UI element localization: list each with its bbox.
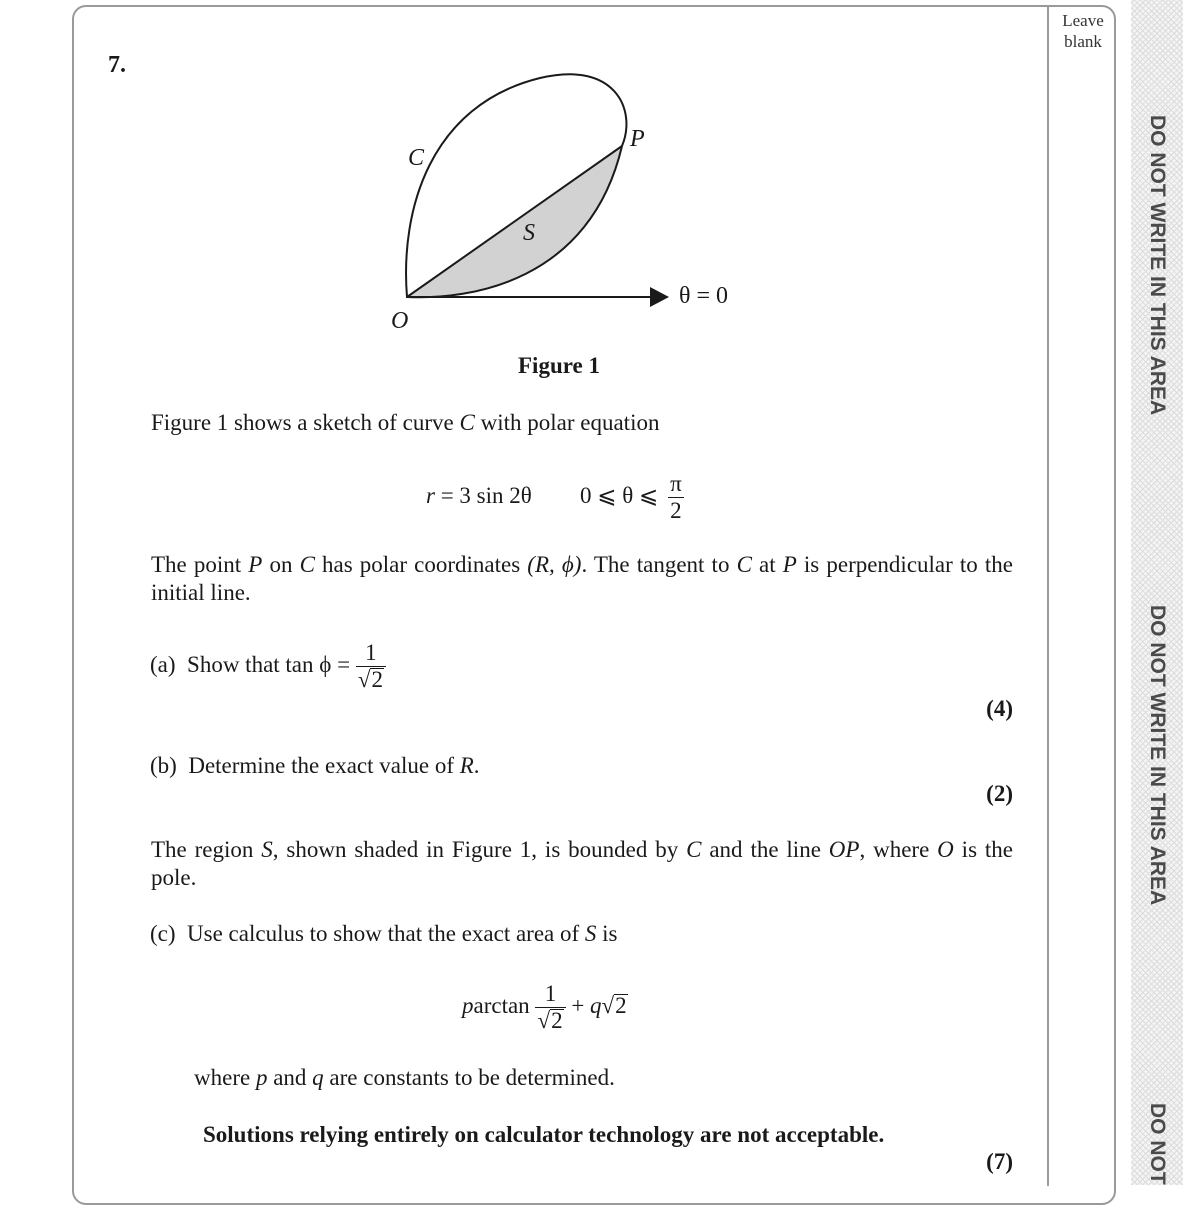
region-s-paragraph: The region S, shown shaded in Figure 1, is bounded by C and the line OP, where O is the pole. (151, 837, 1013, 890)
part-b-marks: (2) (986, 781, 1013, 806)
do-not-write-label-2: DO NOT WRITE IN THIS AREA (1146, 605, 1169, 906)
initial-line-label: θ = 0 (679, 283, 729, 309)
leave-text: Leave (1062, 11, 1104, 30)
blank-text: blank (1064, 32, 1102, 51)
part-b: (b) Determine the exact value of R. (150, 753, 480, 778)
figure-caption: Figure 1 (518, 353, 600, 378)
area-expression: parctan $\frac{1}{√2}$ + q√2 (462, 981, 627, 1034)
label-o: O (391, 308, 409, 334)
where-constants: where p and q are constants to be determined. (194, 1065, 615, 1090)
label-c: C (408, 145, 425, 171)
area-fraction: $\frac{1}{√2}$ (535, 981, 565, 1034)
pi-over-two: $\frac{\pi}{2}$ (670, 471, 682, 524)
part-c: (c) Use calculus to show that the exact area of S is (150, 921, 618, 946)
do-not-write-label-1: DO NOT WRITE IN THIS AREA (1146, 115, 1169, 416)
part-a-marks: (4) (986, 696, 1013, 721)
do-not-write-label-3: DO NOT (1146, 1103, 1169, 1185)
calculator-note: Solutions relying entirely on calculator technology are not acceptable. (203, 1122, 885, 1147)
point-p-paragraph: The point P on C has polar coordinates (R, ϕ). The tangent to C at P is perpendicular to the initial line. (151, 552, 1014, 605)
label-p: P (630, 126, 645, 152)
question-number: 7. (108, 52, 126, 78)
part-c-marks: (7) (986, 1149, 1013, 1174)
part-a: (a) Show that tan ϕ = $\frac{1}{√2}$ (150, 636, 386, 694)
intro-text: Figure 1 shows a sketch of curve C with polar equation (151, 410, 660, 435)
polar-equation: r = 3 sin 2θ (426, 483, 532, 508)
figure-1-sketch (0, 0, 1191, 400)
label-s: S (523, 220, 535, 246)
equation-range: 0 ⩽ θ ⩽ $\frac{\pi}{2}$ (580, 471, 682, 524)
initial-line-arrowhead (650, 287, 669, 307)
one-over-root-two: $\frac{1}{√2}$ (356, 640, 386, 693)
